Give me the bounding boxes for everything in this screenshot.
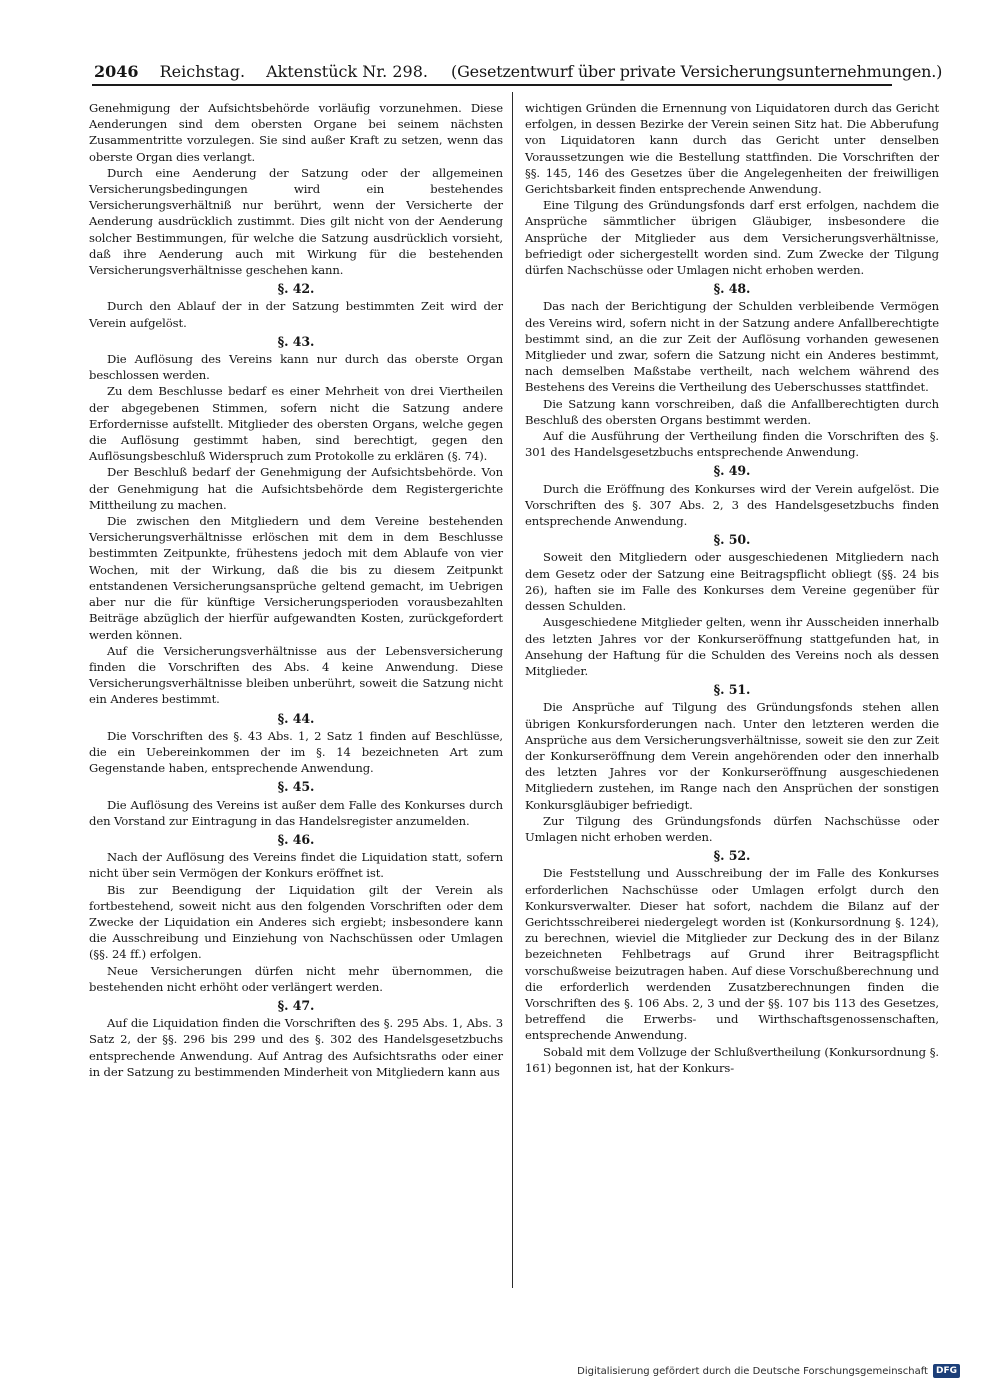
paragraph: Das nach der Berichtigung der Schulden verbleibende Vermögen des Vereins wird, sofern nicht in der Satzung andere Anfallberechtigte bestimmt sind, an die zur Zeit der Auflösung vorhanden gewesenen Mitglieder und zwar, sofern die Satzung nicht ein Anderes bestimmt, nach demselben Maßstabe vertheilt, nach welchem während des Bestehens des Vereins die Vertheilung des Ueberschusses stattfindet. xyxy=(525,299,939,395)
paragraph: Auf die Liquidation finden die Vorschriften des §. 295 Abs. 1, Abs. 3 Satz 2, der §§. 296 bis 299 und des §. 302 des Handelsgesetzbuchs entsprechende Anwendung. Auf Antrag des Aufsichtsraths oder einer in der Satzung zu bestimmenden Minderheit von Mitgliedern kann aus xyxy=(89,1016,503,1079)
paragraph: wichtigen Gründen die Ernennung von Liquidatoren durch das Gericht erfolgen, in dessen Bezirke der Verein seinen Sitz hat. Die Abberufung von Liquidatoren kann durch das Gericht unter denselben Voraussetzungen wie die Bestellung stattfinden. Die Vorschriften der §§. 145, 146 des Gesetzes über die Angelegenheiten der freiwilligen Gerichtsbarkeit finden entsprechende Anwendung. xyxy=(525,101,939,197)
header-reichstag: Reichstag. xyxy=(159,62,246,81)
paragraph: Zur Tilgung des Gründungsfonds dürfen Nachschüsse oder Umlagen nicht erhoben werden. xyxy=(525,813,939,844)
section-heading: §. 45. xyxy=(277,779,315,795)
paragraph: Genehmigung der Aufsichtsbehörde vorläufig vorzunehmen. Diese Aenderungen sind dem obersten Organe bei seinem nächsten Zusammentritte vorzulegen. Sie sind außer Kraft zu setzen, wenn das oberste Organ dies verlangt. xyxy=(89,101,503,164)
section-heading: §. 50. xyxy=(713,532,751,548)
paragraph: Sobald mit dem Vollzuge der Schlußvertheilung (Konkursordnung §. 161) begonnen ist, hat der Konkurs- xyxy=(525,1044,939,1075)
page-number: 2046 xyxy=(94,62,139,81)
paragraph: Die Auflösung des Vereins kann nur durch das oberste Organ beschlossen werden. xyxy=(89,352,503,383)
paragraph: Durch die Eröffnung des Konkurses wird der Verein aufgelöst. Die Vorschriften des §. 307 Abs. 2, 3 des Handelsgesetzbuchs finden entsprechende Anwendung. xyxy=(525,481,939,529)
section-heading: §. 52. xyxy=(713,848,751,864)
paragraph: Die zwischen den Mitgliedern und dem Vereine bestehenden Versicherungsverhältnisse erlöschen mit dem in dem Beschlusse bestimmten Zeitpunkte, frühestens jedoch mit dem Ablaufe von vier Wochen, mit der Wirkung, daß die bis zu diesem Zeitpunkt entstandenen Versicherungsansprüche geltend gemacht, im Uebrigen aber nur die für künftige Versicherungsperioden vorausbezahlten Beiträge abzüglich der hierfür aufgewandten Kosten, zurückgefordert werden können. xyxy=(89,514,503,642)
section-heading: §. 48. xyxy=(713,281,751,297)
section-heading: §. 51. xyxy=(713,682,751,698)
page-header xyxy=(94,62,943,86)
paragraph: Auf die Ausführung der Vertheilung finden die Vorschriften des §. 301 des Handelsgesetzbuchs entsprechende Anwendung. xyxy=(525,429,939,460)
footer-text: Digitalisierung gefördert durch die Deutsche Forschungsgemeinschaft xyxy=(577,1365,928,1377)
left-column xyxy=(89,100,503,1296)
paragraph: Nach der Auflösung des Vereins findet die Liquidation statt, sofern nicht über sein Vermögen der Konkurs eröffnet ist. xyxy=(89,850,503,881)
paragraph: Die Satzung kann vorschreiben, daß die Anfallberechtigten durch Beschluß des obersten Organs bestimmt werden. xyxy=(525,396,939,427)
dfg-logo: DFG xyxy=(933,1364,960,1378)
section-heading: §. 42. xyxy=(277,281,315,297)
paragraph: Die Vorschriften des §. 43 Abs. 1, 2 Satz 1 finden auf Beschlüsse, die ein Uebereinkommen der im §. 14 bezeichneten Art zum Gegenstande haben, entsprechende Anwendung. xyxy=(89,728,503,776)
header-title: (Gesetzentwurf über private Versicherungsunternehmungen.) xyxy=(451,62,943,81)
header-rule xyxy=(92,84,892,86)
paragraph: Die Auflösung des Vereins ist außer dem Falle des Konkurses durch den Vorstand zur Eintragung in das Handelsregister anzumelden. xyxy=(89,797,503,828)
paragraph: Ausgeschiedene Mitglieder gelten, wenn ihr Ausscheiden innerhalb des letzten Jahres vor der Konkurseröffnung stattgefunden hat, in Ansehung der Haftung für die Schulden des Vereins noch als dessen Mitglieder. xyxy=(525,615,939,678)
paragraph: Eine Tilgung des Gründungsfonds darf erst erfolgen, nachdem die Ansprüche sämmtlicher übrigen Gläubiger, insbesondere die Ansprüche der Mitglieder aus dem Versicherungsverhältnisse, befriedigt oder sichergestellt worden sind. Zum Zwecke der Tilgung dürfen Nachschüsse oder Umlagen nicht erhoben werden. xyxy=(525,198,939,278)
right-column xyxy=(525,100,939,1296)
section-heading: §. 43. xyxy=(277,333,315,349)
footer-credit xyxy=(577,1363,960,1379)
section-heading: §. 49. xyxy=(713,463,751,479)
paragraph: Neue Versicherungen dürfen nicht mehr übernommen, die bestehenden nicht erhöht oder verlängert werden. xyxy=(89,963,503,994)
paragraph: Die Feststellung und Ausschreibung der im Falle des Konkurses erforderlichen Nachschüsse oder Umlagen erfolgt durch den Konkursverwalter. Dieser hat sofort, nachdem die Bilanz auf der Gerichtsschreiberei niedergelegt worden ist (Konkursordnung §. 124), zu berechnen, wieviel die Mitglieder zur Deckung des in der Bilanz bezeichneten Fehlbetrags auf Grund ihrer Beitragspflicht vorschußweise beizutragen haben. Auf diese Vorschußberechnung und die erforderlich werdenden Zusatzberechnungen finden die Vorschriften des §. 106 Abs. 2, 3 und der §§. 107 bis 113 des Gesetzes, betreffend die Erwerbs- und Wirthschaftsgenossenschaften, entsprechende Anwendung. xyxy=(525,866,939,1043)
header-document-number: Aktenstück Nr. 298. xyxy=(266,62,428,81)
paragraph: Die Ansprüche auf Tilgung des Gründungsfonds stehen allen übrigen Konkursforderungen nach. Unter den letzteren werden die Ansprüche aus dem Versicherungsverhältnisse, soweit sie den zur Zeit der Konkurseröffnung dem Verein angehörenden oder den innerhalb des letzten Jahres vor der Konkurseröffnung ausgeschiedenen Mitgliedern zustehen, im Range nach den Ansprüchen der sonstigen Konkursgläubiger befriedigt. xyxy=(525,700,939,812)
paragraph: Bis zur Beendigung der Liquidation gilt der Verein als fortbestehend, soweit nicht aus den folgenden Vorschriften oder dem Zwecke der Liquidation ein Anderes sich ergiebt; insbesondere kann die Ausschreibung und Einziehung von Nachschüssen oder Umlagen (§§. 24 ff.) erfolgen. xyxy=(89,882,503,962)
paragraph: Auf die Versicherungsverhältnisse aus der Lebensversicherung finden die Vorschriften des Abs. 4 keine Anwendung. Diese Versicherungsverhältnisse bleiben unberührt, soweit die Satzung nicht ein Anderes bestimmt. xyxy=(89,643,503,707)
paragraph: Zu dem Beschlusse bedarf es einer Mehrheit von drei Viertheilen der abgegebenen Stimmen, sofern nicht die Satzung andere Erfordernisse aufstellt. Mitglieder des obersten Organs, welche gegen die Auflösung gestimmt haben, sind berechtigt, gegen den Auflösungsbeschluß Widerspruch zum Protokolle zu erklären (§. 74). xyxy=(89,384,503,464)
section-heading: §. 46. xyxy=(277,831,315,847)
paragraph: Durch den Ablauf der in der Satzung bestimmten Zeit wird der Verein aufgelöst. xyxy=(89,299,503,330)
paragraph: Durch eine Aenderung der Satzung oder der allgemeinen Versicherungsbedingungen wird ein bestehendes Versicherungsverhältniß nur berührt, wenn der Versicherte der Aenderung ausdrücklich zustimmt. Dies gilt nicht von der Aenderung solcher Bestimmungen, für welche die Satzung ausdrücklich vorsieht, daß ihre Aenderung auch mit Wirkung für die bestehenden Versicherungsverhältnisse geschehen kann. xyxy=(89,165,503,278)
paragraph: Soweit den Mitgliedern oder ausgeschiedenen Mitgliedern nach dem Gesetz oder der Satzung eine Beitragspflicht obliegt (§§. 24 bis 26), haften sie im Falle des Konkurses dem Vereine gegenüber für dessen Schulden. xyxy=(525,550,939,614)
paragraph: Der Beschluß bedarf der Genehmigung der Aufsichtsbehörde. Von der Genehmigung hat die Aufsichtsbehörde dem Registergerichte Mittheilung zu machen. xyxy=(89,465,503,512)
column-divider xyxy=(512,92,513,1288)
section-heading: §. 44. xyxy=(277,710,315,726)
section-heading: §. 47. xyxy=(277,997,315,1013)
